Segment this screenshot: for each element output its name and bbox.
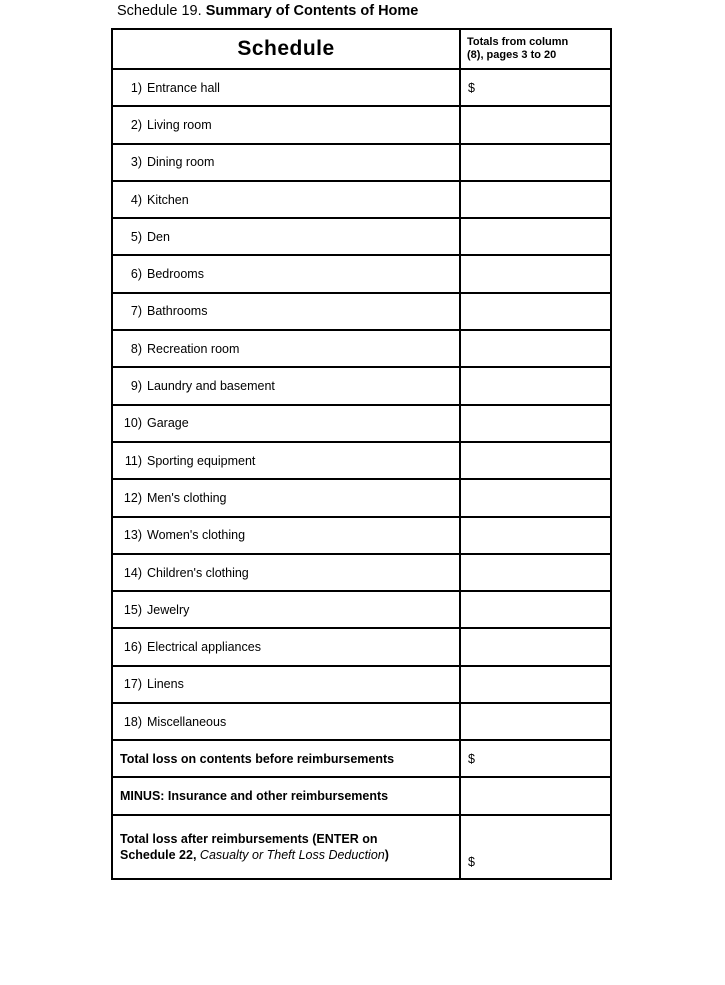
row-amount-cell <box>460 405 611 442</box>
row-label: Dining room <box>147 155 215 170</box>
table-header-row <box>112 29 611 69</box>
row-label: Electrical appliances <box>147 640 261 655</box>
total-after-amount-cell: $ <box>460 815 611 879</box>
row-label: Den <box>147 229 170 244</box>
total-before-row <box>112 740 611 777</box>
table-row <box>112 69 611 106</box>
table-row <box>112 628 611 665</box>
row-number: 5) <box>130 229 142 244</box>
total-before-amount-cell: $ <box>460 740 611 777</box>
row-label: Entrance hall <box>147 80 220 95</box>
table-row <box>112 479 611 516</box>
table-row <box>112 405 611 442</box>
row-number: 9) <box>130 379 142 394</box>
row-label: Jewelry <box>147 602 190 617</box>
table-row <box>112 181 611 218</box>
row-label-cell <box>112 293 460 330</box>
minus-insurance-label: MINUS: Insurance and other reimbursements <box>112 777 460 815</box>
table-row <box>112 367 611 404</box>
row-label: Women's clothing <box>147 528 246 543</box>
row-number: 10) <box>123 416 142 431</box>
row-number: 4) <box>130 192 142 207</box>
minus-insurance-row <box>112 777 611 815</box>
row-label-cell <box>112 106 460 143</box>
row-label: Children's clothing <box>147 565 249 580</box>
column-header-totals <box>460 29 611 69</box>
row-number: 2) <box>130 117 142 132</box>
row-label-cell <box>112 218 460 255</box>
row-number: 8) <box>130 341 142 356</box>
table-row <box>112 144 611 181</box>
row-amount-cell: $ <box>460 69 611 106</box>
row-amount-cell <box>460 554 611 591</box>
row-label: Recreation room <box>147 341 240 356</box>
row-label-cell <box>112 517 460 554</box>
table-row <box>112 218 611 255</box>
row-amount-cell <box>460 517 611 554</box>
summary-table-body <box>112 29 611 879</box>
row-amount-cell <box>460 144 611 181</box>
table-row <box>112 293 611 330</box>
row-label: Garage <box>147 416 189 431</box>
row-label: Living room <box>147 117 212 132</box>
row-number: 16) <box>123 640 142 655</box>
page-title <box>117 3 418 19</box>
row-label-cell <box>112 330 460 367</box>
total-after-row <box>112 815 611 879</box>
row-label-cell <box>112 591 460 628</box>
minus-insurance-amount-cell <box>460 777 611 815</box>
row-number: 13) <box>123 528 142 543</box>
row-number: 15) <box>123 602 142 617</box>
table-row <box>112 703 611 740</box>
total-after-line2-italic: Casualty or Theft Loss Deduction <box>199 848 385 863</box>
row-amount-cell <box>460 591 611 628</box>
row-label-cell <box>112 703 460 740</box>
row-label: Miscellaneous <box>147 714 227 729</box>
row-amount-cell <box>460 293 611 330</box>
row-label-cell <box>112 255 460 292</box>
row-number: 12) <box>123 490 142 505</box>
row-label: Linens <box>147 677 184 692</box>
column-header-totals-line2: (8), pages 3 to 20 <box>467 49 557 61</box>
row-label-cell <box>112 479 460 516</box>
page-title-bold: Summary of Contents of Home <box>205 3 419 19</box>
table-row <box>112 106 611 143</box>
row-number: 17) <box>123 677 142 692</box>
table-row <box>112 554 611 591</box>
row-amount-cell <box>460 255 611 292</box>
row-label-cell <box>112 666 460 703</box>
total-after-line1: Total loss after reimbursements (ENTER on <box>120 832 378 847</box>
row-amount-cell <box>460 703 611 740</box>
row-amount-cell <box>460 218 611 255</box>
row-label: Bathrooms <box>147 304 208 319</box>
row-label: Men's clothing <box>147 490 227 505</box>
total-after-line2-bold: Schedule 22, <box>120 848 197 863</box>
total-after-line2-close: ) <box>384 848 389 863</box>
row-amount-cell <box>460 628 611 665</box>
column-header-totals-line1: Totals from column <box>467 36 569 48</box>
row-number: 7) <box>130 304 142 319</box>
row-label: Sporting equipment <box>147 453 256 468</box>
row-label-cell <box>112 442 460 479</box>
row-label: Bedrooms <box>147 267 204 282</box>
row-amount-cell <box>460 181 611 218</box>
row-amount-cell <box>460 367 611 404</box>
row-label-cell <box>112 69 460 106</box>
page-title-prefix: Schedule 19. <box>117 3 206 19</box>
row-label-cell <box>112 181 460 218</box>
total-before-label: Total loss on contents before reimbursements <box>112 740 460 777</box>
row-label-cell <box>112 367 460 404</box>
row-label-cell <box>112 628 460 665</box>
row-amount-cell <box>460 666 611 703</box>
row-amount-cell <box>460 442 611 479</box>
total-after-label <box>112 815 460 879</box>
row-label: Laundry and basement <box>147 379 275 394</box>
row-label-cell <box>112 144 460 181</box>
row-label-cell <box>112 554 460 591</box>
row-amount-cell <box>460 330 611 367</box>
table-row <box>112 255 611 292</box>
summary-table <box>111 28 612 880</box>
row-number: 18) <box>123 714 142 729</box>
table-row <box>112 442 611 479</box>
column-header-schedule: Schedule <box>112 29 460 69</box>
row-number: 14) <box>123 565 142 580</box>
row-number: 6) <box>130 267 142 282</box>
row-label: Kitchen <box>147 192 189 207</box>
row-label-cell <box>112 405 460 442</box>
row-number: 1) <box>130 80 142 95</box>
row-amount-cell <box>460 106 611 143</box>
row-number: 11) <box>124 453 142 468</box>
row-number: 3) <box>130 155 142 170</box>
table-row <box>112 330 611 367</box>
table-row <box>112 591 611 628</box>
table-row <box>112 666 611 703</box>
table-row <box>112 517 611 554</box>
row-amount-cell <box>460 479 611 516</box>
